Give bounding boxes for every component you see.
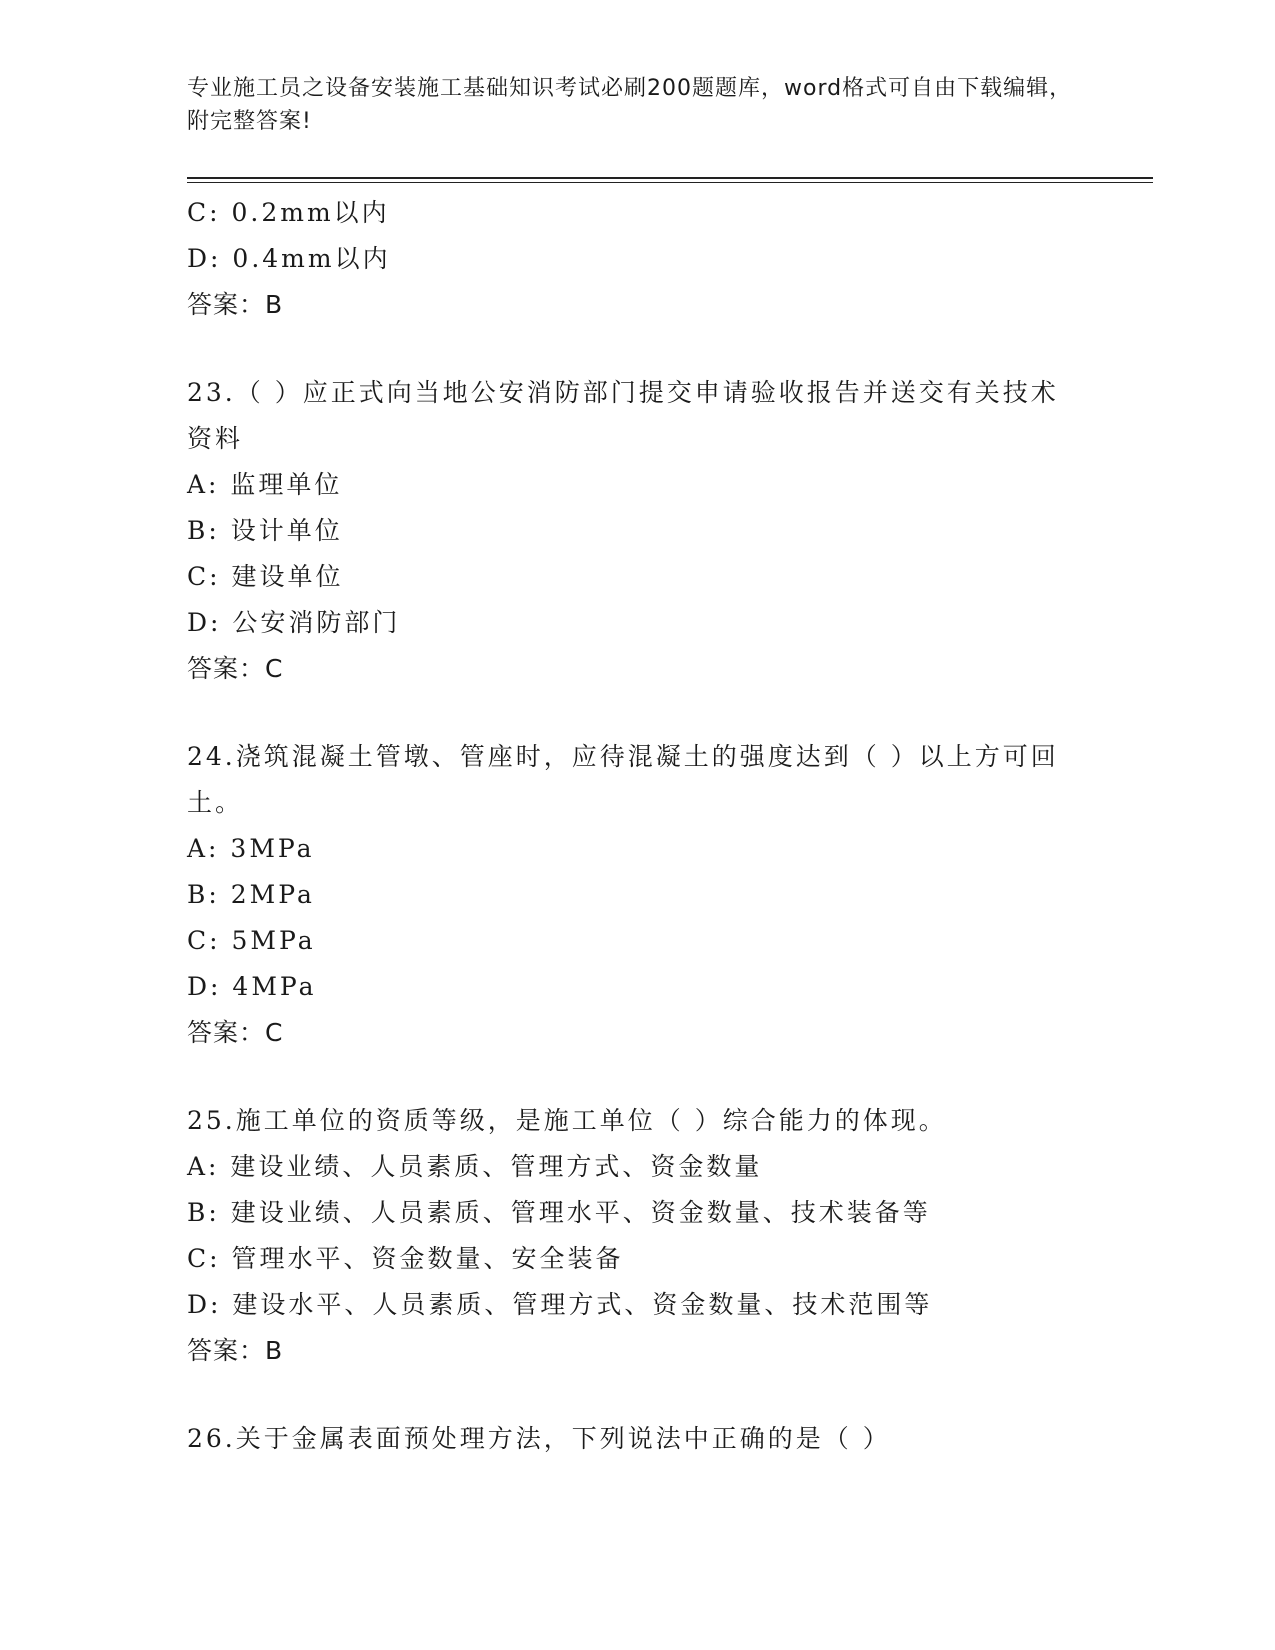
option-b: B: 2MPa [187, 880, 315, 909]
question-text: 23.（ ）应正式向当地公安消防部门提交申请验收报告并送交有关技术资料 [187, 378, 1059, 453]
spacer [187, 1374, 1087, 1416]
option-c: C: 建设单位 [187, 562, 344, 591]
option-c: C: 5MPa [187, 926, 316, 955]
header-divider-thick [187, 177, 1153, 179]
spacer [187, 692, 1087, 734]
option-a: A: 建设业绩、人员素质、管理方式、资金数量 [187, 1152, 763, 1181]
option-a: A: 监理单位 [187, 470, 343, 499]
option-b: B: 建设业绩、人员素质、管理水平、资金数量、技术装备等 [187, 1198, 931, 1227]
option-a: A: 3MPa [187, 834, 315, 863]
spacer [187, 328, 1087, 370]
question-text: 26.关于金属表面预处理方法，下列说法中正确的是（ ） [187, 1424, 891, 1453]
question-text: 25.施工单位的资质等级，是施工单位（ ）综合能力的体现。 [187, 1106, 947, 1135]
option-d: D: 0.4mm以内 [187, 244, 391, 273]
answer-label: 答案：C [187, 654, 284, 683]
option-c: C: 管理水平、资金数量、安全装备 [187, 1244, 624, 1273]
question-22-continued [187, 190, 1087, 328]
spacer [187, 1056, 1087, 1098]
question-25 [187, 1098, 1087, 1374]
option-d: D: 建设水平、人员素质、管理方式、资金数量、技术范围等 [187, 1290, 933, 1319]
option-b: B: 设计单位 [187, 516, 343, 545]
question-list [187, 190, 1087, 1462]
header-title: 专业施工员之设备安装施工基础知识考试必刷200题题库，word格式可自由下载编辑，附完整答案! [187, 76, 1073, 134]
question-26 [187, 1416, 1087, 1462]
option-c: C: 0.2mm以内 [187, 198, 390, 227]
question-23 [187, 370, 1087, 692]
question-24 [187, 734, 1087, 1056]
option-d: D: 4MPa [187, 972, 317, 1001]
header-divider-thin [187, 182, 1153, 183]
answer-label: 答案：C [187, 1018, 284, 1047]
option-d: D: 公安消防部门 [187, 608, 401, 637]
document-header [187, 72, 1087, 138]
question-text: 24.浇筑混凝土管墩、管座时，应待混凝土的强度达到（ ）以上方可回土。 [187, 742, 1059, 817]
answer-label: 答案：B [187, 290, 284, 319]
answer-label: 答案：B [187, 1336, 284, 1365]
